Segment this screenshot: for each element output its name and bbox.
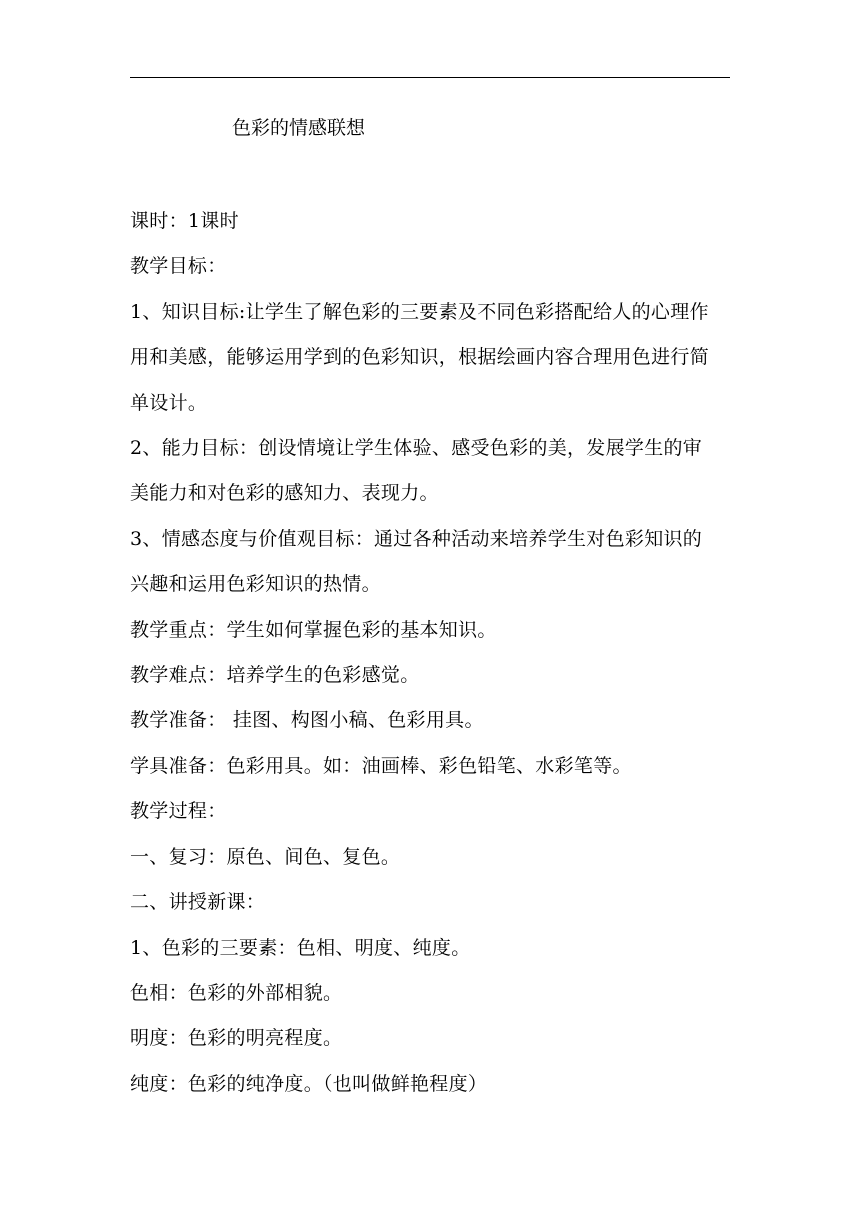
paragraph-attitude-goal-line1: 3、情感态度与价值观目标：通过各种活动来培养学生对色彩知识的 — [130, 527, 703, 550]
paragraph-ability-goal-line2: 美能力和对色彩的感知力、表现力。 — [130, 482, 439, 505]
paragraph-knowledge-goal-line2: 用和美感，能够运用学到的色彩知识，根据绘画内容合理用色进行简 — [130, 346, 710, 369]
paragraph-knowledge-goal-line1: 1、知识目标:让学生了解色彩的三要素及不同色彩搭配给人的心理作 — [130, 300, 709, 323]
paragraph-three-elements: 1、色彩的三要素：色相、明度、纯度。 — [130, 936, 471, 959]
paragraph-review: 一、复习：原色、间色、复色。 — [130, 845, 401, 868]
paragraph-teaching-goals: 教学目标： — [130, 255, 227, 278]
document-body — [130, 199, 732, 1107]
paragraph-purity: 纯度：色彩的纯净度。（也叫做鲜艳程度） — [130, 1072, 488, 1095]
paragraph-difficulties: 教学难点：培养学生的色彩感觉。 — [130, 664, 420, 687]
paragraph-brightness: 明度：色彩的明亮程度。 — [130, 1027, 343, 1050]
paragraph-new-lesson: 二、讲授新课： — [130, 891, 266, 914]
paragraph-class-hours: 课时：1课时 — [130, 210, 239, 232]
document-title: 色彩的情感联想 — [232, 117, 366, 139]
header-rule — [130, 77, 730, 78]
paragraph-teaching-prep: 教学准备： 挂图、构图小稿、色彩用具。 — [130, 709, 484, 732]
paragraph-key-points: 教学重点：学生如何掌握色彩的基本知识。 — [130, 618, 497, 641]
paragraph-student-prep: 学具准备：色彩用具。如：油画棒、彩色铅笔、水彩笔等。 — [130, 754, 632, 777]
paragraph-knowledge-goal-line3: 单设计。 — [130, 391, 208, 414]
paragraph-attitude-goal-line2: 兴趣和运用色彩知识的热情。 — [130, 573, 381, 596]
paragraph-ability-goal-line1: 2、能力目标：创设情境让学生体验、感受色彩的美，发展学生的审 — [130, 437, 703, 460]
paragraph-teaching-process: 教学过程： — [130, 800, 227, 823]
paragraph-hue: 色相：色彩的外部相貌。 — [130, 981, 343, 1004]
